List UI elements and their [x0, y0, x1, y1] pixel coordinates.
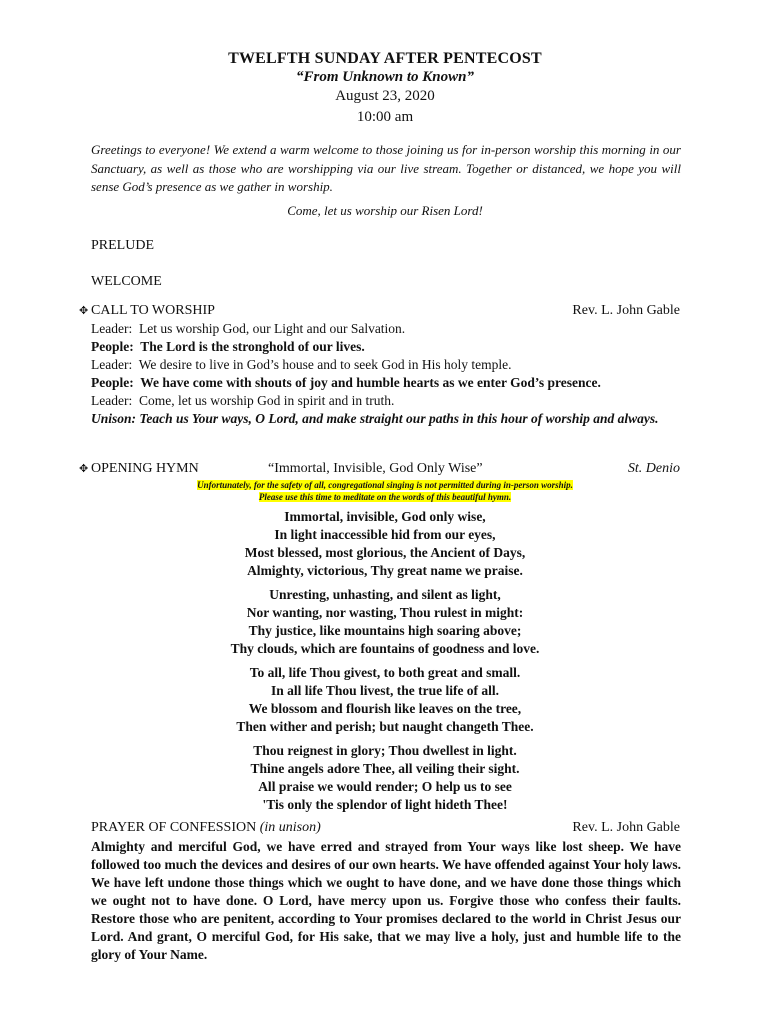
welcome-heading: WELCOME [91, 274, 162, 289]
verse-line: 'Tis only the splendor of light hideth Thee! [262, 797, 508, 812]
singing-notice [0, 480, 770, 490]
verse-line: Most blessed, most glorious, the Ancient of Days, [244, 545, 526, 560]
verse-line: Thy clouds, which are fountains of goodness and love. [230, 641, 540, 656]
litany-text: We have come with shouts of joy and humble hearts as we enter God’s presence. [140, 375, 601, 390]
verse-line: To all, life Thou givest, to both great and small. [249, 665, 521, 680]
verse-line: Nor wanting, nor wasting, Thou rulest in might: [246, 605, 524, 620]
verse-line: Unresting, unhasting, and silent as light, [269, 587, 501, 602]
notice-line: Unfortunately, for the safety of all, congregational singing is not permitted during in-person worship. [197, 480, 573, 490]
litany-line [91, 338, 691, 356]
sermon-title: “From Unknown to Known” [296, 69, 474, 85]
confession-heading-label: PRAYER OF CONFESSION [91, 820, 257, 835]
hymn-verse [0, 742, 770, 814]
verse-line: Thine angels adore Thee, all veiling their sight. [250, 761, 520, 776]
page-title: TWELFTH SUNDAY AFTER PENTECOST [228, 50, 542, 67]
greeting-paragraph: Greetings to everyone! We extend a warm welcome to those joining us for in-person worship this morning in our Sanctuary, as well as those who are worshipping via our live stream. Together or distanced, we hope you will sense God’s presence as we gather in worship. [91, 142, 681, 194]
verse-line: In all life Thou livest, the true life of all. [270, 683, 500, 698]
litany-line [91, 356, 691, 374]
confession-prayer: Almighty and merciful God, we have erred and strayed from Your ways like lost sheep. We have followed too much the devices and desires of our own hearts. We have offended against Your holy laws. We have left undone those things which we ought to have done, and we have done those things which we ought not to have done. O Lord, have mercy upon us. Forgive those who confess their faults. Restore those who are penitent, according to Your promises declared to the world in Christ Jesus our Lord. And grant, O merciful God, for His sake, that we may live a holy, just and humble life to the glory of Your Name. [91, 839, 681, 962]
opening-hymn-heading: OPENING HYMN [91, 461, 199, 476]
litany-text: We desire to live in God’s house and to seek God in His holy temple. [138, 357, 512, 372]
litany-text: The Lord is the stronghold of our lives. [140, 339, 365, 354]
litany-role: People: [91, 375, 134, 390]
verse-line: Thou reignest in glory; Thou dwellest in light. [253, 743, 517, 758]
litany-line [91, 320, 691, 338]
hymn-tune: St. Denio [627, 461, 680, 476]
call-to-worship-litany [91, 320, 691, 428]
verse-line: Immortal, invisible, God only wise, [284, 509, 486, 524]
call-to-worship-leader: Rev. L. John Gable [572, 303, 680, 318]
meditation-notice [0, 492, 770, 502]
confession-leader: Rev. L. John Gable [572, 820, 680, 835]
hymn-verses [0, 508, 770, 820]
litany-text: Let us worship God, our Light and our Salvation. [138, 321, 406, 336]
prelude-heading: PRELUDE [91, 238, 154, 253]
hymn-verse [0, 664, 770, 736]
notice-line: Please use this time to meditate on the words of this beautiful hymn. [258, 492, 512, 502]
verse-line: Almighty, victorious, Thy great name we praise. [247, 563, 523, 578]
verse-line: We blossom and flourish like leaves on the tree, [248, 701, 522, 716]
confession-note: (in unison) [259, 820, 321, 835]
bulletin-header [0, 50, 770, 128]
verse-line: All praise we would render; O help us to see [258, 779, 512, 794]
service-date: August 23, 2020 [335, 88, 435, 104]
cross-icon: ✥ [79, 305, 89, 317]
call-to-worship-heading: CALL TO WORSHIP [91, 303, 215, 318]
service-time: 10:00 am [356, 109, 414, 125]
cross-icon: ✥ [79, 463, 89, 475]
litany-line [91, 392, 691, 410]
litany-role: Leader: [91, 357, 133, 372]
hymn-title: “Immortal, Invisible, God Only Wise” [268, 461, 483, 476]
verse-line: Then wither and perish; but naught changeth Thee. [236, 719, 534, 734]
litany-line [91, 374, 691, 392]
litany-role: Leader: [91, 393, 133, 408]
verse-line: Thy justice, like mountains high soaring above; [248, 623, 522, 638]
litany-line [91, 410, 691, 428]
litany-role: Leader: [91, 321, 133, 336]
confession-heading [91, 820, 321, 836]
litany-text: Come, let us worship God in spirit and in truth. [138, 393, 395, 408]
verse-line: In light inaccessible hid from our eyes, [274, 527, 496, 542]
hymn-verse [0, 508, 770, 580]
litany-text: Teach us Your ways, O Lord, and make straight our paths in this hour of worship and always. [139, 411, 659, 426]
litany-role: Unison: [91, 411, 137, 426]
hymn-verse [0, 586, 770, 658]
litany-role: People: [91, 339, 134, 354]
invitation-line: Come, let us worship our Risen Lord! [287, 203, 483, 218]
